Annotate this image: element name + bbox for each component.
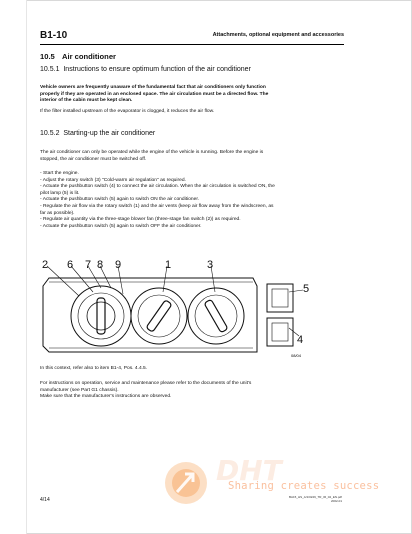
step-item: - Adjust the rotary switch (3) "Cold-warm air regulation" as required.	[40, 177, 186, 183]
step-item: - Actuate the pushbutton switch (5) again to switch ON the air conditioner.	[40, 197, 200, 203]
callout-label: 8	[97, 259, 104, 271]
subsection-1-heading	[40, 66, 251, 73]
callout-label: 6	[67, 259, 74, 271]
callout-label: 7	[85, 259, 92, 271]
warning-line: Vehicle owners are frequently unaware of the fundamental fact that air conditioners only function	[40, 85, 266, 90]
step-item: - Actuate the pushbutton switch (4) to connect the air circulation. When the air circulation is switched ON, the pilot lamp (5) is lit.	[40, 184, 275, 196]
instructions-line: Make sure that the manufacturer's instructions are observed.	[40, 394, 172, 400]
subsection-2-number: 10.5.2	[40, 130, 60, 137]
document-code-line: 2002-01	[330, 499, 342, 503]
reference-line: In this context, refer also to item B1-4, Pos. 4.4.5.	[40, 366, 148, 371]
filter-note: If the filter installed upstream of the evaporator is clogged, it reduces the air flow.	[40, 109, 215, 114]
intro-line: The air conditioner can only be operated while the engine of the vehicle is running. Before the engine is	[40, 150, 264, 155]
section-heading	[40, 52, 116, 61]
callout-label: 4	[297, 334, 304, 346]
control-panel-figure	[41, 256, 311, 361]
callout-label: 1	[165, 259, 172, 271]
step-item: - Actuate the pushbutton switch (5) again to switch OFF the air conditioner.	[40, 223, 202, 229]
intro-paragraph	[40, 150, 350, 163]
knob-air-distribution	[131, 288, 187, 344]
subsection-1-title: Instructions to ensure optimum function of the air conditioner	[63, 66, 251, 73]
watermark-logo-icon	[163, 460, 209, 506]
instructions-paragraph	[40, 381, 350, 401]
page-header	[40, 30, 344, 45]
header-section: B1-10	[40, 30, 68, 41]
callout-label: 9	[115, 259, 122, 271]
warning-paragraph	[40, 85, 350, 105]
subsection-2-heading	[40, 130, 155, 137]
page-number: 4/14	[40, 497, 50, 503]
callout-label: 2	[42, 259, 49, 271]
steps-list	[40, 171, 350, 230]
document-code	[282, 495, 342, 503]
document-code-line: BA15_HS_A/1/0229_TR_IR_02_EN.pdf	[288, 495, 342, 499]
callout-label: 3	[207, 259, 214, 271]
header-title: Attachments, optional equipment and accessories	[212, 32, 344, 38]
instructions-line: manufacturer (see Part G1 chassis).	[40, 387, 119, 393]
section-number: 10.5	[40, 52, 55, 61]
warning-line: properly if they are operated in an enclosed space. The air circulation must be a directed flow. The	[40, 91, 269, 97]
instructions-line: For instructions on operation, service and maintenance please refer to the documents of the unit's	[40, 381, 252, 386]
step-item: - Regulate air quantity via the three-stage blower fan (three-stage fan switch (2)) as required.	[40, 217, 241, 223]
knob-blower	[71, 286, 131, 346]
pushbutton-ac	[267, 284, 293, 312]
watermark-brand: DHT	[216, 454, 282, 487]
intro-line: stopped, the air conditioner must be switched off.	[40, 156, 147, 162]
subsection-1-number: 10.5.1	[40, 66, 60, 73]
viewer-gutter	[0, 0, 27, 534]
watermark-slogan: Sharing creates success	[228, 480, 380, 492]
warning-line: interior of the cabin must be kept clean.	[40, 98, 133, 104]
pushbutton-recirculation	[267, 318, 293, 346]
step-item: - Regulate the air flow via the rotary switch (1) and the air vents (keep air flow away from the windscreen, as far as possible).	[40, 203, 274, 216]
step-item: - Start the engine.	[40, 171, 79, 176]
figure-code: 08/04	[291, 353, 302, 358]
section-title: Air conditioner	[62, 52, 117, 61]
knob-cold-warm	[188, 288, 244, 344]
subsection-2-title: Starting-up the air conditioner	[63, 130, 156, 137]
callout-label: 5	[303, 283, 310, 295]
